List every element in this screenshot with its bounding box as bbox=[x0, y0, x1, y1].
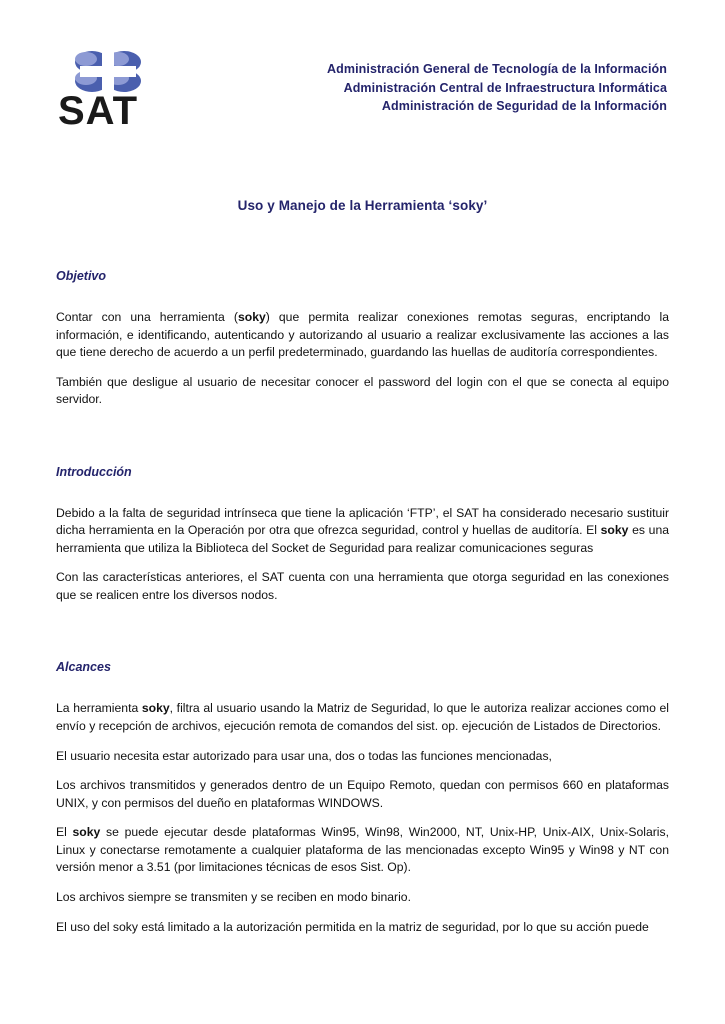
paragraph: El soky se puede ejecutar desde plataformas Win95, Win98, Win2000, NT, Unix-HP, Unix-AIX, Unix-Solaris, Linux y conectarse remotamente a cualquier plataforma de las mencionadas excepto Win95 y Win98 y NT con versión menor a 3.51 (por limitaciones técnicas de esos Sist. Op). bbox=[56, 825, 669, 875]
sat-logo bbox=[56, 44, 196, 130]
paragraph: Contar con una herramienta (soky) que permita realizar conexiones remotas seguras, encriptando la información, e identificando, autenticando y autorizando al usuario a realizar exclusivamente las acciones a las que tiene derecho de acuerdo a un perfil predeterminado, guardando las huellas de auditoría correspondientes. bbox=[56, 310, 670, 359]
paragraph: Los archivos siempre se transmiten y se reciben en modo binario. bbox=[56, 890, 411, 905]
header-line-2: Administración Central de Infraestructura Informática bbox=[343, 80, 667, 95]
svg-text:SAT: SAT bbox=[58, 89, 139, 130]
sat-logo-icon bbox=[56, 48, 172, 130]
paragraph: El usuario necesita estar autorizado para usar una, dos o todas las funciones mencionadas, bbox=[56, 748, 552, 763]
paragraph: Debido a la falta de seguridad intrínseca que tiene la aplicación ‘FTP’, el SAT ha considerado necesario sustituir dicha herramienta en la Operación por otra que ofrezca seguridad, control y huellas de auditoría. El soky es una herramienta que utiliza la Biblioteca del Socket de Seguridad para realizar comunicaciones seguras bbox=[56, 505, 670, 555]
section-heading-alcances: Alcances bbox=[56, 660, 111, 675]
section-heading-introduccion: Introducción bbox=[56, 464, 132, 479]
paragraph: Con las características anteriores, el SAT cuenta con una herramienta que otorga seguridad en las conexiones que se realicen entre los diversos nodos. bbox=[56, 570, 669, 602]
header-title-block bbox=[196, 44, 673, 116]
paragraph: También que desligue al usuario de necesitar conocer el password del login con el que se conecta al equipo servidor. bbox=[56, 374, 669, 407]
page-title: Uso y Manejo de la Herramienta ‘soky’ bbox=[237, 198, 488, 213]
paragraph: Los archivos transmitidos y generados dentro de un Equipo Remoto, quedan con permisos 660 en plataformas UNIX, y con permisos del dueño en plataformas WINDOWS. bbox=[56, 778, 669, 810]
header-line-1: Administración General de Tecnología de la Información bbox=[327, 62, 667, 76]
header-line-3: Administración de Seguridad de la Información bbox=[381, 99, 667, 113]
paragraph: El uso del soky está limitado a la autorización permitida en la matriz de seguridad, por lo que su acción puede bbox=[56, 919, 649, 934]
document-body bbox=[0, 198, 725, 936]
document-header bbox=[0, 0, 725, 130]
section-heading-objetivo: Objetivo bbox=[56, 269, 107, 283]
paragraph: La herramienta soky, filtra al usuario usando la Matriz de Seguridad, lo que le autoriza realizar acciones como el envío y recepción de archivos, ejecución remota de comandos del sist. op. ejecución de Listados de Directorios. bbox=[56, 701, 669, 733]
